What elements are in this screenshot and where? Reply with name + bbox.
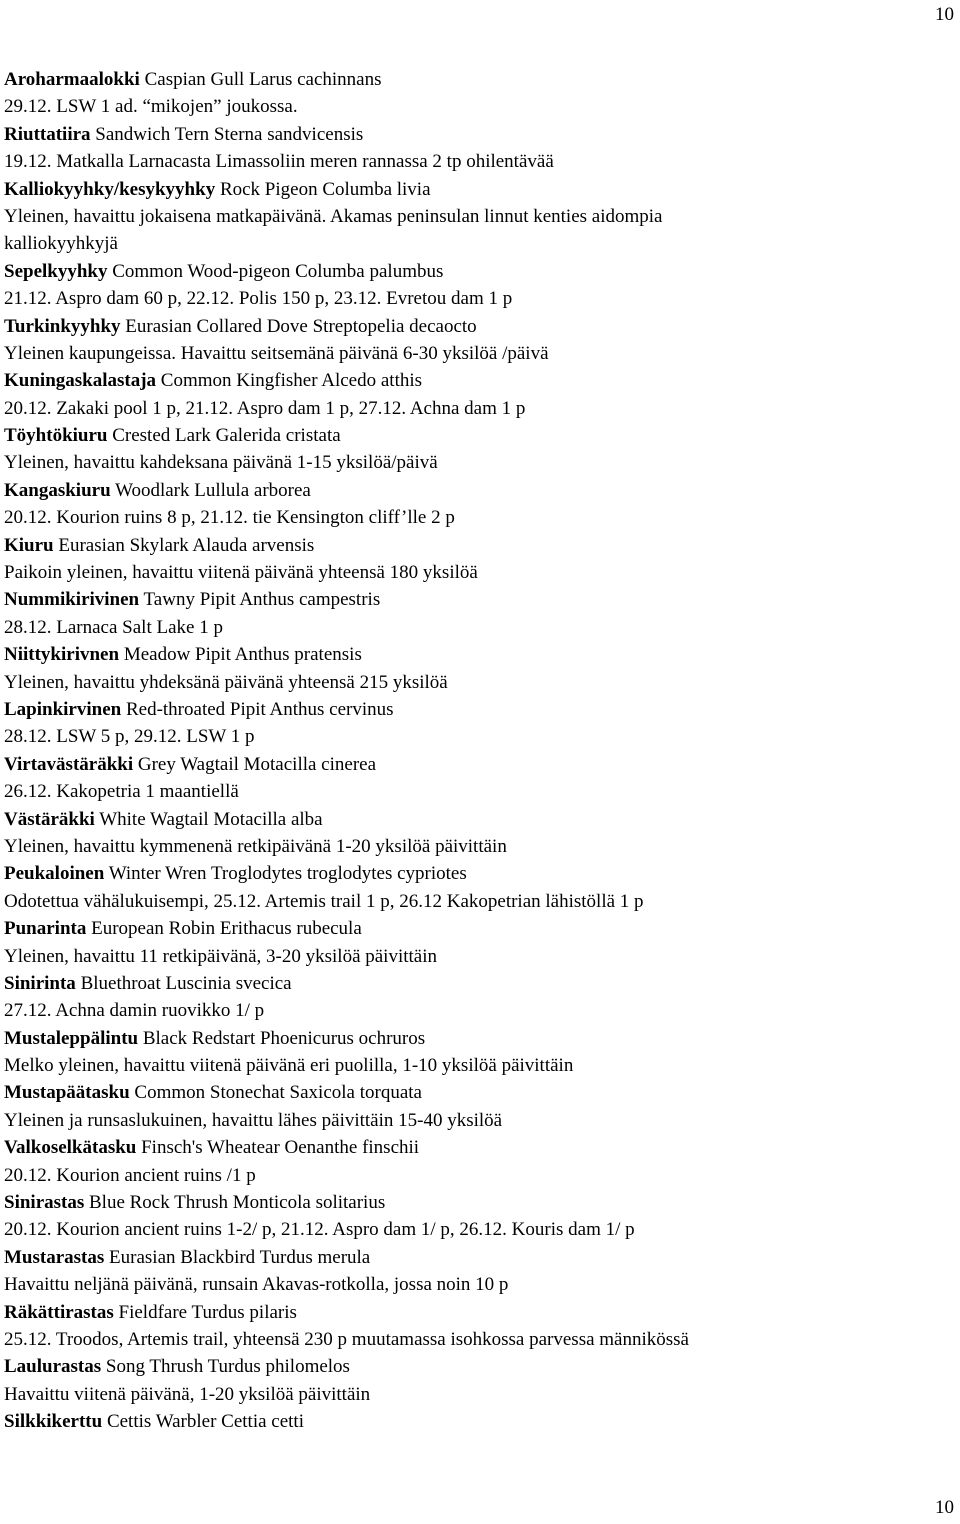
species-heading-line	[4, 258, 944, 285]
species-english-scientific-name: Winter Wren Troglodytes troglodytes cypriotes	[104, 863, 467, 885]
observation-text: Yleinen kaupungeissa. Havaittu seitsemänä päivänä 6-30 yksilöä /päivä	[4, 342, 549, 364]
species-heading-line	[4, 696, 944, 723]
observation-text: 20.12. Kourion ancient ruins /1 p	[4, 1164, 256, 1186]
finnish-species-name: Sinirastas	[4, 1192, 85, 1214]
page-number-top: 10	[935, 4, 954, 25]
observation-text: 29.12. LSW 1 ad. “mikojen” joukossa.	[4, 96, 298, 118]
observation-line	[4, 669, 944, 696]
species-heading-line	[4, 1079, 944, 1106]
observation-line	[4, 340, 944, 367]
observation-text: Odotettua vähälukuisempi, 25.12. Artemis trail 1 p, 26.12 Kakopetrian lähistöllä 1 p	[4, 890, 644, 912]
species-english-scientific-name: White Wagtail Motacilla alba	[94, 808, 323, 830]
observation-line	[4, 93, 944, 120]
species-english-scientific-name: Eurasian Skylark Alauda arvensis	[53, 534, 315, 556]
species-english-scientific-name: Woodlark Lullula arborea	[110, 479, 311, 501]
observation-text: 26.12. Kakopetria 1 maantiellä	[4, 781, 239, 803]
species-english-scientific-name: European Robin Erithacus rubecula	[86, 918, 362, 940]
observation-line	[4, 833, 944, 860]
observation-text: 28.12. Larnaca Salt Lake 1 p	[4, 616, 223, 638]
species-heading-line	[4, 367, 944, 394]
page-number-bottom: 10	[935, 1497, 954, 1518]
observation-text: 20.12. Kourion ruins 8 p, 21.12. tie Kensington cliff’lle 2 p	[4, 507, 455, 529]
species-heading-line	[4, 66, 944, 93]
species-english-scientific-name: Common Stonechat Saxicola torquata	[129, 1082, 422, 1104]
species-heading-line	[4, 532, 944, 559]
observation-line	[4, 943, 944, 970]
species-heading-line	[4, 1299, 944, 1326]
observation-line	[4, 449, 944, 476]
observation-line	[4, 285, 944, 312]
species-heading-line	[4, 422, 944, 449]
observation-text: Havaittu neljänä päivänä, runsain Akavas-rotkolla, jossa noin 10 p	[4, 1274, 509, 1296]
species-english-scientific-name: Meadow Pipit Anthus pratensis	[119, 644, 362, 666]
observation-line	[4, 1326, 944, 1353]
species-english-scientific-name: Cettis Warbler Cettia cetti	[102, 1411, 304, 1433]
finnish-species-name: Västäräkki	[4, 808, 95, 830]
observation-line	[4, 778, 944, 805]
finnish-species-name: Riuttatiira	[4, 123, 91, 145]
species-english-scientific-name: Common Wood-pigeon Columba palumbus	[107, 260, 444, 282]
species-heading-line	[4, 121, 944, 148]
observation-text: 19.12. Matkalla Larnacasta Limassoliin meren rannassa 2 tp ohilentävää	[4, 151, 554, 173]
species-heading-line	[4, 1134, 944, 1161]
finnish-species-name: Nummikirivinen	[4, 589, 140, 611]
observation-line	[4, 230, 944, 257]
finnish-species-name: Peukaloinen	[4, 863, 105, 885]
observation-text: 28.12. LSW 5 p, 29.12. LSW 1 p	[4, 726, 255, 748]
observation-line	[4, 1162, 944, 1189]
finnish-species-name: Sinirinta	[4, 972, 76, 994]
observation-line	[4, 723, 944, 750]
finnish-species-name: Turkinkyyhky	[4, 315, 121, 337]
species-english-scientific-name: Black Redstart Phoenicurus ochruros	[138, 1027, 426, 1049]
species-heading-line	[4, 477, 944, 504]
species-english-scientific-name: Sandwich Tern Sterna sandvicensis	[90, 123, 364, 145]
finnish-species-name: Virtavästäräkki	[4, 753, 134, 775]
observation-line	[4, 504, 944, 531]
observation-line	[4, 559, 944, 586]
observation-text: 25.12. Troodos, Artemis trail, yhteensä 230 p muutamassa isohkossa parvessa männikössä	[4, 1328, 689, 1350]
observation-text: Yleinen, havaittu yhdeksänä päivänä yhteensä 215 yksilöä	[4, 671, 448, 693]
finnish-species-name: Valkoselkätasku	[4, 1137, 137, 1159]
finnish-species-name: Punarinta	[4, 918, 87, 940]
finnish-species-name: Mustarastas	[4, 1246, 105, 1268]
species-english-scientific-name: Red-throated Pipit Anthus cervinus	[121, 698, 394, 720]
observation-text: Yleinen, havaittu 11 retkipäivänä, 3-20 yksilöä päivittäin	[4, 945, 438, 967]
finnish-species-name: Niittykirivnen	[4, 644, 120, 666]
observation-text: Yleinen ja runsaslukuinen, havaittu lähes päivittäin 15-40 yksilöä	[4, 1109, 503, 1131]
species-heading-line	[4, 915, 944, 942]
species-english-scientific-name: Finsch's Wheatear Oenanthe finschii	[136, 1137, 420, 1159]
finnish-species-name: Räkättirastas	[4, 1301, 114, 1323]
species-heading-line	[4, 806, 944, 833]
species-english-scientific-name: Eurasian Collared Dove Streptopelia decaocto	[120, 315, 477, 337]
finnish-species-name: Mustapäätasku	[4, 1082, 130, 1104]
species-heading-line	[4, 970, 944, 997]
species-heading-line	[4, 641, 944, 668]
observation-line	[4, 997, 944, 1024]
observation-text: Paikoin yleinen, havaittu viitenä päivänä yhteensä 180 yksilöä	[4, 562, 478, 584]
observation-line	[4, 395, 944, 422]
observation-line	[4, 614, 944, 641]
observation-text: Yleinen, havaittu kahdeksana päivänä 1-15 yksilöä/päivä	[4, 452, 438, 474]
observation-line	[4, 203, 944, 230]
species-heading-line	[4, 1353, 944, 1380]
finnish-species-name: Aroharmaalokki	[4, 69, 140, 90]
observation-line	[4, 1271, 944, 1298]
observation-text: 20.12. Kourion ancient ruins 1-2/ p, 21.12. Aspro dam 1/ p, 26.12. Kouris dam 1/ p	[4, 1219, 635, 1241]
species-english-scientific-name: Bluethroat Luscinia svecica	[75, 972, 292, 994]
species-heading-line	[4, 860, 944, 887]
observation-text: Havaittu viitenä päivänä, 1-20 yksilöä päivittäin	[4, 1383, 371, 1405]
observation-line	[4, 1052, 944, 1079]
species-heading-line	[4, 751, 944, 778]
species-english-scientific-name: Grey Wagtail Motacilla cinerea	[133, 753, 377, 775]
finnish-species-name: Kangaskiuru	[4, 479, 111, 501]
species-heading-line	[4, 313, 944, 340]
finnish-species-name: Kiuru	[4, 534, 54, 556]
observation-text: 21.12. Aspro dam 60 p, 22.12. Polis 150 p, 23.12. Evretou dam 1 p	[4, 288, 513, 310]
species-english-scientific-name: Crested Lark Galerida cristata	[107, 425, 341, 447]
finnish-species-name: Töyhtökiuru	[4, 425, 108, 447]
finnish-species-name: Sepelkyyhky	[4, 260, 108, 282]
observation-line	[4, 148, 944, 175]
observation-text: Melko yleinen, havaittu viitenä päivänä eri puolilla, 1-10 yksilöä päivittäin	[4, 1055, 574, 1077]
species-list	[4, 66, 944, 1436]
observation-text: Yleinen, havaittu jokaisena matkapäivänä. Akamas peninsulan linnut kenties aidompia	[4, 205, 663, 227]
species-heading-line	[4, 586, 944, 613]
observation-text: 27.12. Achna damin ruovikko 1/ p	[4, 1000, 265, 1022]
finnish-species-name: Kuningaskalastaja	[4, 370, 157, 392]
finnish-species-name: Silkkikerttu	[4, 1411, 103, 1433]
observation-line	[4, 1216, 944, 1243]
species-english-scientific-name: Eurasian Blackbird Turdus merula	[104, 1246, 371, 1268]
species-heading-line	[4, 1025, 944, 1052]
species-heading-line	[4, 1408, 944, 1435]
finnish-species-name: Kalliokyyhky/kesykyyhky	[4, 178, 216, 200]
finnish-species-name: Mustaleppälintu	[4, 1027, 139, 1049]
species-english-scientific-name: Caspian Gull Larus cachinnans	[139, 69, 382, 90]
observation-text: 20.12. Zakaki pool 1 p, 21.12. Aspro dam 1 p, 27.12. Achna dam 1 p	[4, 397, 526, 419]
observation-line	[4, 1381, 944, 1408]
species-english-scientific-name: Song Thrush Turdus philomelos	[101, 1356, 350, 1378]
observation-text: Yleinen, havaittu kymmenenä retkipäivänä 1-20 yksilöä päivittäin	[4, 835, 507, 857]
species-english-scientific-name: Tawny Pipit Anthus campestris	[139, 589, 381, 611]
species-english-scientific-name: Common Kingfisher Alcedo atthis	[156, 370, 423, 392]
species-english-scientific-name: Rock Pigeon Columba livia	[215, 178, 431, 200]
observation-line	[4, 1107, 944, 1134]
finnish-species-name: Laulurastas	[4, 1356, 102, 1378]
species-heading-line	[4, 176, 944, 203]
species-english-scientific-name: Fieldfare Turdus pilaris	[113, 1301, 297, 1323]
species-english-scientific-name: Blue Rock Thrush Monticola solitarius	[84, 1192, 386, 1214]
observation-text: kalliokyyhkyjä	[4, 233, 118, 255]
species-heading-line	[4, 1244, 944, 1271]
finnish-species-name: Lapinkirvinen	[4, 698, 122, 720]
species-heading-line	[4, 1189, 944, 1216]
observation-line	[4, 888, 944, 915]
